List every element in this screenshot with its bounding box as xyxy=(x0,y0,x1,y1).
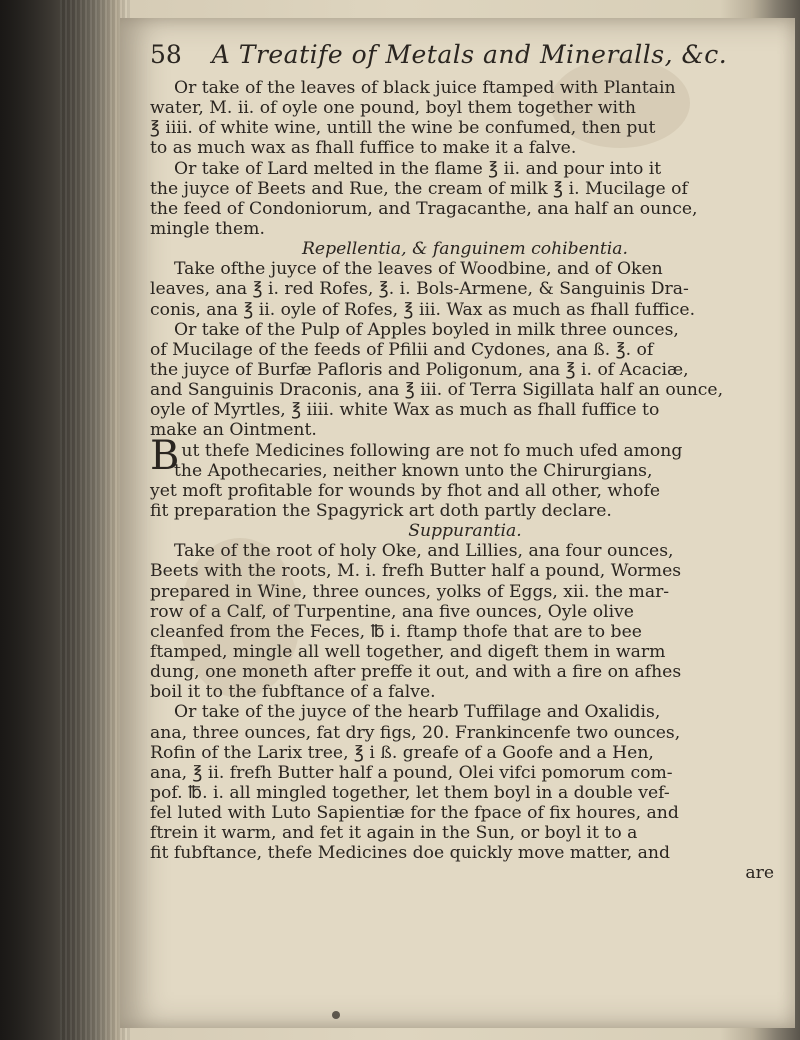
text-line xyxy=(150,78,780,98)
text-line-content: ana, three ounces, fat dry figs, 20. Frankincenfe two ounces, xyxy=(150,722,681,743)
text-line-content: ftrein it warm, and fet it again in the Sun, or boyl it to a xyxy=(150,823,638,844)
text-line xyxy=(150,179,780,199)
text-line xyxy=(150,823,780,843)
body-text xyxy=(150,78,780,884)
text-line xyxy=(150,723,780,743)
text-line xyxy=(150,138,780,158)
text-line xyxy=(150,340,780,360)
text-line xyxy=(150,279,780,299)
text-line xyxy=(150,642,780,662)
text-line xyxy=(150,743,780,763)
text-line-content: Or take of the Pulp of Apples boyled in milk three ounces, xyxy=(174,319,679,340)
text-line xyxy=(150,219,780,239)
text-line xyxy=(150,803,780,823)
text-line-content: leaves, ana ℥ i. red Rofes, ℥. i. Bols-Armene, & Sanguinis Dra- xyxy=(150,279,689,300)
text-line xyxy=(150,602,780,622)
text-line-content: Take of the root of holy Oke, and Lillies, ana four ounces, xyxy=(174,541,674,562)
text-line-content: prepared in Wine, three ounces, yolks of Eggs, xii. the mar- xyxy=(150,581,670,602)
text-line xyxy=(150,420,780,440)
text-line xyxy=(150,259,780,279)
text-line-content: Repellentia, & fanguinem cohibentia. xyxy=(301,239,628,260)
text-line xyxy=(150,239,780,259)
text-line xyxy=(150,863,780,883)
text-line-content: make an Ointment. xyxy=(150,420,317,441)
text-line xyxy=(150,461,780,481)
text-line xyxy=(150,682,780,702)
drop-cap: B xyxy=(150,432,180,479)
text-line-content: of Mucilage of the feeds of Pfilii and Cydones, ana ß. ℥. of xyxy=(150,339,654,360)
text-line xyxy=(150,561,780,581)
text-line-content: the feed of Condoniorum, and Tragacanthe, ana half an ounce, xyxy=(150,198,698,219)
text-line-content: Take ofthe juyce of the leaves of Woodbine, and of Oken xyxy=(174,259,663,280)
text-line-content: ut thefe Medicines following are not fo much ufed among xyxy=(181,440,683,461)
text-line xyxy=(150,98,780,118)
running-title: A Treatife of Metals and Mineralls, &c. xyxy=(211,40,728,69)
text-line xyxy=(150,199,780,219)
text-line-content: Or take of Lard melted in the flame ℥ ii. and pour into it xyxy=(174,158,662,179)
text-line-content: oyle of Myrtles, ℥ iiii. white Wax as much as fhall fuffice to xyxy=(150,400,660,421)
text-line-content: Beets with the roots, M. i. frefh Butter half a pound, Wormes xyxy=(150,561,682,582)
text-line-content: and Sanguinis Draconis, ana ℥ iii. of Terra Sigillata half an ounce, xyxy=(150,380,724,401)
text-line-content: fel luted with Luto Sapientiæ for the fpace of fix houres, and xyxy=(150,803,679,824)
text-line-content: row of a Calf, of Turpentine, ana five ounces, Oyle olive xyxy=(150,601,634,622)
text-line-content: mingle them. xyxy=(150,218,265,239)
text-line-content: water, M. ii. of oyle one pound, boyl them together with xyxy=(150,98,636,119)
text-line-content: pof. ℔. i. all mingled together, let them boyl in a double vef- xyxy=(150,782,670,803)
text-line-content: ℥ iiii. of white wine, untill the wine be confumed, then put xyxy=(150,118,656,139)
text-line xyxy=(150,662,780,682)
text-line xyxy=(150,622,780,642)
text-line-content: the juyce of Beets and Rue, the cream of milk ℥ i. Mucilage of xyxy=(150,178,688,199)
ink-mark xyxy=(332,1011,340,1019)
text-line-content: conis, ana ℥ ii. oyle of Rofes, ℥ iii. Wax as much as fhall fuffice. xyxy=(150,299,696,320)
text-line-content: dung, one moneth after preffe it out, and with a fire on afhes xyxy=(150,662,682,683)
text-line xyxy=(150,300,780,320)
text-line xyxy=(150,118,780,138)
text-line xyxy=(150,360,780,380)
text-line xyxy=(150,380,780,400)
text-line xyxy=(150,400,780,420)
text-line-content: are xyxy=(745,863,774,884)
text-line xyxy=(150,521,780,541)
text-line xyxy=(150,541,780,561)
text-line-content: yet moft profitable for wounds by fhot and all other, whofe xyxy=(150,480,661,501)
book-page xyxy=(120,18,795,1028)
text-line-content: Suppurantia. xyxy=(408,521,522,542)
text-line-content: Rofin of the Larix tree, ℥ i ß. greafe of a Goofe and a Hen, xyxy=(150,742,654,763)
text-line xyxy=(150,582,780,602)
text-line-content: the juyce of Burfæ Pafloris and Poligonum, ana ℥ i. of Acaciæ, xyxy=(150,359,689,380)
text-line xyxy=(150,763,780,783)
text-line-content: cleanfed from the Feces, ℔ i. ftamp thofe that are to bee xyxy=(150,621,642,642)
text-line xyxy=(150,320,780,340)
text-line xyxy=(150,481,780,501)
text-line xyxy=(150,702,780,722)
text-line-content: Or take of the juyce of the hearb Tuffilage and Oxalidis, xyxy=(174,702,661,723)
text-line xyxy=(150,843,780,863)
text-line-content: Or take of the leaves of black juice ftamped with Plantain xyxy=(174,78,676,98)
text-line-content: ftamped, mingle all well together, and digeft them in warm xyxy=(150,641,666,662)
text-line-content: to as much wax as fhall fuffice to make it a falve. xyxy=(150,138,577,159)
page-number: 58 xyxy=(150,40,182,69)
text-line-content: fit fubftance, thefe Medicines doe quickly move matter, and xyxy=(150,843,670,864)
text-line-content: the Apothecaries, neither known unto the Chirurgians, xyxy=(174,460,653,481)
running-header xyxy=(150,40,770,69)
text-line-content: boil it to the fubftance of a falve. xyxy=(150,682,436,703)
text-line-content: ana, ℥ ii. frefh Butter half a pound, Olei vifci pomorum com- xyxy=(150,762,673,783)
text-line xyxy=(150,783,780,803)
text-line-content: fit preparation the Spagyrick art doth partly declare. xyxy=(150,500,612,521)
text-line xyxy=(150,501,780,521)
text-line xyxy=(150,159,780,179)
